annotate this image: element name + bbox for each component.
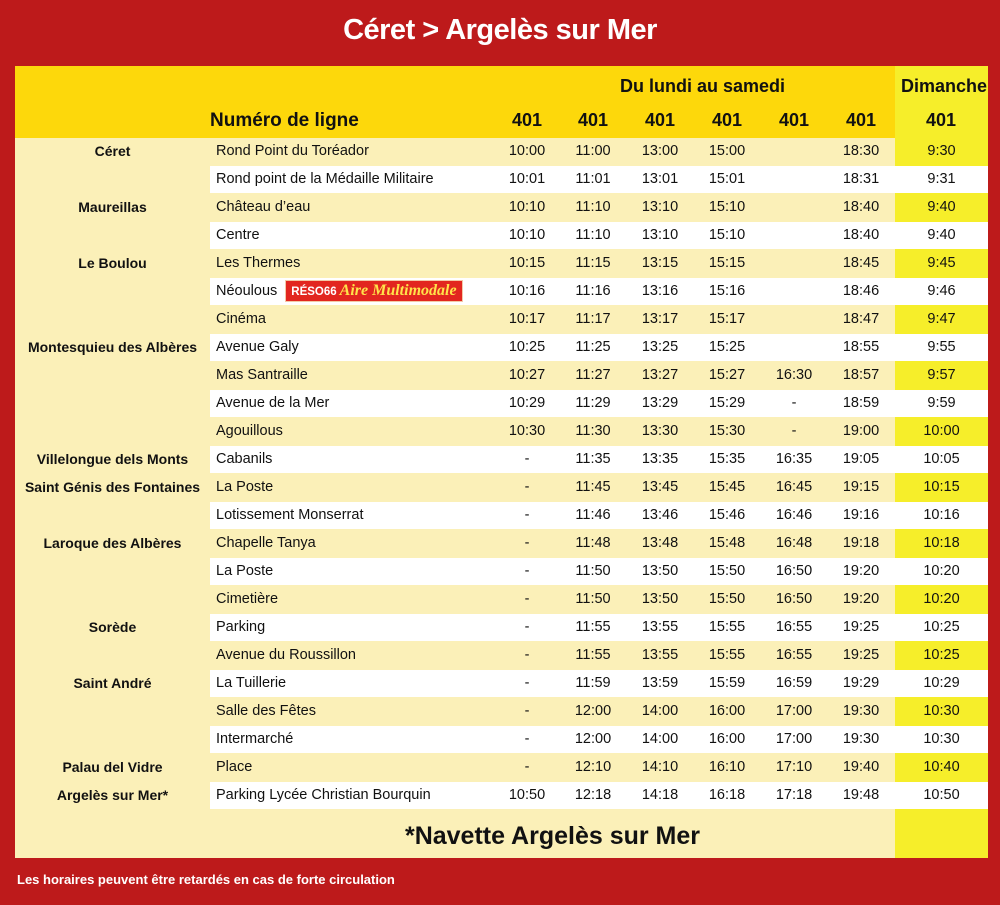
departure-time: 13:46 (641, 507, 679, 523)
stop-name: Mas Santraille (216, 367, 308, 383)
departure-time: 19:05 (842, 451, 880, 467)
sunday-time: 10:20 (895, 586, 988, 613)
town-name: Maureillas (78, 199, 147, 215)
departure-time: 11:00 (575, 143, 611, 159)
departure-time: 13:01 (641, 171, 679, 187)
sunday-time: 9:31 (927, 171, 956, 187)
navette-note: *Navette Argelès sur Mer (404, 822, 701, 850)
stop-name: Néoulous (216, 283, 278, 299)
departure-time: 10:30 (508, 423, 546, 439)
departure-time: 15:10 (708, 227, 746, 243)
departure-time (764, 278, 824, 305)
departure-time: 15:15 (708, 255, 746, 271)
departure-time: 11:35 (575, 451, 611, 467)
departure-time: 13:59 (641, 675, 679, 691)
departure-time: 15:10 (708, 199, 746, 215)
departure-time: 15:25 (708, 339, 746, 355)
departure-time: 16:48 (775, 535, 813, 551)
table-row (210, 138, 988, 165)
table-row (210, 782, 988, 809)
departure-time: 11:50 (575, 563, 611, 579)
departure-time: 14:10 (641, 759, 679, 775)
departure-time: 16:35 (775, 451, 813, 467)
departure-time: 11:10 (575, 227, 611, 243)
sunday-time: 9:30 (895, 138, 988, 165)
sunday-time: 9:57 (895, 362, 988, 389)
departure-time: 11:01 (575, 171, 611, 187)
departure-time: 15:30 (708, 423, 746, 439)
departure-time: 19:40 (842, 759, 880, 775)
sunday-time: 9:40 (895, 194, 988, 221)
departure-time: - (524, 479, 530, 495)
departure-time: 16:55 (775, 647, 813, 663)
table-row (210, 642, 988, 669)
departure-time: 16:50 (775, 591, 813, 607)
departure-time: 16:00 (708, 731, 746, 747)
sunday-time: 10:00 (895, 418, 988, 445)
table-row (210, 306, 988, 333)
departure-time: 18:45 (842, 255, 880, 271)
departure-time: 15:45 (708, 479, 746, 495)
departure-time: 11:46 (575, 507, 611, 523)
departure-time: 19:20 (842, 563, 880, 579)
line-number-label: Numéro de ligne (210, 110, 359, 131)
stop-cell (216, 306, 266, 333)
departure-time: 10:29 (508, 395, 546, 411)
stop-name: Agouillous (216, 423, 283, 439)
departure-time: 15:50 (708, 563, 746, 579)
departure-time: 17:00 (775, 703, 813, 719)
departure-time (764, 194, 824, 221)
departure-time: 15:29 (708, 395, 746, 411)
departure-time: 19:25 (842, 619, 880, 635)
departure-time: 13:50 (641, 563, 679, 579)
stop-name: Place (216, 759, 253, 775)
table-row (210, 418, 988, 445)
sunday-time: 9:40 (927, 227, 956, 243)
town-name: Saint Génis des Fontaines (24, 479, 201, 495)
table-row (210, 166, 988, 193)
departure-time (764, 166, 824, 193)
departure-time: 18:46 (842, 283, 880, 299)
departure-time: 15:59 (708, 675, 746, 691)
stop-name: Cimetière (216, 591, 279, 607)
departure-time: 16:59 (775, 675, 813, 691)
aire-multimodale-badge (285, 280, 462, 302)
departure-time: 11:30 (575, 423, 611, 439)
departure-time: 10:50 (508, 787, 546, 803)
departure-time: 14:00 (641, 731, 679, 747)
stop-name: Parking Lycée Christian Bourquin (216, 787, 431, 803)
line-number: 401 (778, 110, 810, 130)
stop-cell (216, 446, 272, 473)
departure-time: - (524, 703, 530, 719)
departure-time (764, 306, 824, 333)
stop-cell (216, 558, 273, 585)
departure-time: 13:10 (641, 199, 679, 215)
departure-time: 10:15 (508, 255, 546, 271)
departure-time: 17:10 (775, 759, 813, 775)
departure-time: 10:00 (508, 143, 546, 159)
sunday-label: Dimanche (901, 76, 988, 96)
departure-time: 15:50 (708, 591, 746, 607)
departure-time: 19:00 (842, 423, 880, 439)
stop-cell (216, 670, 286, 697)
departure-time: 18:40 (842, 199, 880, 215)
table-row (210, 586, 988, 613)
departure-time: 18:57 (842, 367, 880, 383)
town-name: Villelongue dels Monts (36, 451, 189, 467)
table-row (210, 390, 988, 417)
departure-time: 13:10 (641, 227, 679, 243)
departure-time: 19:15 (842, 479, 880, 495)
sunday-time: 10:18 (895, 530, 988, 557)
departure-time: 19:25 (842, 647, 880, 663)
departure-time: 14:00 (641, 703, 679, 719)
sunday-time: 10:40 (895, 754, 988, 781)
sunday-time: 9:47 (895, 306, 988, 333)
departure-time: 19:29 (842, 675, 880, 691)
departure-time: 15:01 (708, 171, 746, 187)
departure-time (764, 138, 824, 165)
stop-cell (216, 614, 265, 641)
table-row (210, 446, 988, 473)
departure-time: - (524, 675, 530, 691)
stop-cell (216, 390, 329, 417)
departure-time: 18:59 (842, 395, 880, 411)
departure-time: 15:00 (708, 143, 746, 159)
departure-time: 13:00 (641, 143, 679, 159)
stop-cell (216, 754, 252, 781)
departure-time: - (524, 619, 530, 635)
departure-time: 16:45 (775, 479, 813, 495)
departure-time: - (524, 759, 530, 775)
sunday-time: 10:05 (923, 451, 960, 467)
departure-time: 15:55 (708, 619, 746, 635)
departure-time: 19:48 (842, 787, 880, 803)
departure-time: 13:55 (641, 647, 679, 663)
stop-cell (216, 502, 363, 529)
departure-time: - (524, 507, 530, 523)
departure-time: 14:18 (641, 787, 679, 803)
stop-name: Intermarché (216, 731, 294, 747)
table-row (210, 362, 988, 389)
stop-name: Parking (216, 619, 266, 635)
departure-time: 10:01 (508, 171, 546, 187)
departure-time: 13:16 (641, 283, 679, 299)
sunday-time: 10:15 (895, 474, 988, 501)
stop-cell (216, 138, 369, 165)
departure-time: 15:35 (708, 451, 746, 467)
departure-time: 11:48 (575, 535, 611, 551)
table-row (210, 334, 988, 361)
stop-name: Rond point de la Médaille Militaire (216, 171, 434, 187)
departure-time: 18:55 (842, 339, 880, 355)
table-row (210, 222, 988, 249)
departure-time: - (524, 535, 530, 551)
stop-name: Les Thermes (216, 255, 301, 271)
town-name: Sorède (88, 619, 137, 635)
stop-cell (216, 698, 316, 725)
town-name: Argelès sur Mer* (56, 787, 169, 803)
departure-time: 19:30 (842, 731, 880, 747)
departure-time: - (524, 731, 530, 747)
departure-time: 15:46 (708, 507, 746, 523)
town-name: Palau del Vidre (62, 759, 163, 775)
table-row (210, 502, 988, 529)
stop-name: Salle des Fêtes (216, 703, 316, 719)
stop-cell (216, 222, 260, 249)
departure-time: 16:00 (708, 703, 746, 719)
stop-name: La Tuillerie (216, 675, 287, 691)
weekdays-label: Du lundi au samedi (620, 76, 786, 96)
delay-note: Les horaires peuvent être retardés en cas de forte circulation (17, 872, 395, 887)
departure-time: 16:46 (775, 507, 813, 523)
departure-time: 13:29 (641, 395, 679, 411)
town-name: Céret (94, 143, 131, 159)
stop-name: Lotissement Monserrat (216, 507, 364, 523)
badge-text: Aire Multimodale (339, 282, 457, 300)
stop-name: Avenue du Roussillon (216, 647, 356, 663)
departure-time: 17:18 (775, 787, 813, 803)
departure-time: 11:55 (575, 647, 611, 663)
departure-time: 12:00 (574, 731, 612, 747)
departure-time: 11:16 (575, 283, 611, 299)
table-row (210, 754, 988, 781)
departure-time: 15:55 (708, 647, 746, 663)
sunday-time: 10:50 (923, 787, 960, 803)
town-name: Laroque des Albères (43, 535, 182, 551)
sunday-line-number: 401 (925, 110, 957, 130)
departure-time: 11:45 (575, 479, 611, 495)
stop-cell (216, 530, 316, 557)
reso66-logo: RÉSO66 (291, 286, 337, 299)
stop-name: Château d’eau (216, 199, 311, 215)
departure-time: 10:10 (508, 199, 546, 215)
stop-cell (216, 726, 293, 753)
stop-cell (216, 418, 283, 445)
town-name: Saint André (73, 675, 152, 691)
stop-name: La Poste (216, 479, 274, 495)
departure-time: 11:25 (575, 339, 611, 355)
stop-name: Chapelle Tanya (216, 535, 316, 551)
departure-time: 19:30 (842, 703, 880, 719)
departure-time: 12:00 (574, 703, 612, 719)
stop-cell (216, 782, 431, 809)
departure-time: 15:17 (708, 311, 746, 327)
table-row (210, 614, 988, 641)
sunday-time: 10:29 (923, 675, 960, 691)
sunday-time: 9:59 (927, 395, 956, 411)
line-number: 401 (577, 110, 609, 130)
departure-time: 18:47 (842, 311, 880, 327)
stop-name: Rond Point du Toréador (216, 143, 369, 159)
departure-time: 11:27 (575, 367, 611, 383)
table-row (210, 698, 988, 725)
departure-time: 16:55 (775, 619, 813, 635)
departure-time: 12:10 (574, 759, 612, 775)
departure-time: 19:16 (842, 507, 880, 523)
sunday-time: 10:16 (923, 507, 960, 523)
departure-time: 10:27 (508, 367, 546, 383)
departure-time (764, 334, 824, 361)
departure-time: 17:00 (775, 731, 813, 747)
departure-time: 13:17 (641, 311, 679, 327)
departure-time (764, 250, 824, 277)
table-row (210, 278, 988, 305)
sunday-time: 10:25 (895, 642, 988, 669)
departure-time: 19:18 (842, 535, 880, 551)
departure-time: 18:30 (842, 143, 880, 159)
departure-time: 18:31 (842, 171, 880, 187)
sunday-time: 10:20 (923, 563, 960, 579)
table-row (210, 726, 988, 753)
table-row (210, 250, 988, 277)
departure-time: 11:59 (575, 675, 611, 691)
departure-time: 13:35 (641, 451, 679, 467)
table-row (210, 474, 988, 501)
sunday-time: 9:46 (927, 283, 956, 299)
departure-time: 11:55 (575, 619, 611, 635)
stop-name: Cabanils (216, 451, 273, 467)
departure-time: 15:27 (708, 367, 746, 383)
departure-time: 11:50 (575, 591, 611, 607)
departure-time: 12:18 (574, 787, 612, 803)
departure-time: 19:20 (842, 591, 880, 607)
stop-name: Centre (216, 227, 260, 243)
table-row (210, 530, 988, 557)
departure-time: 15:16 (708, 283, 746, 299)
line-number: 401 (711, 110, 743, 130)
departure-time: 10:17 (508, 311, 546, 327)
departure-time: 10:16 (508, 283, 546, 299)
departure-time: 11:10 (575, 199, 611, 215)
sunday-time: 10:30 (895, 698, 988, 725)
stop-cell (216, 586, 278, 613)
departure-time: - (791, 423, 797, 439)
stop-name: Avenue Galy (216, 339, 299, 355)
departure-time: 18:40 (842, 227, 880, 243)
departure-time: 10:10 (508, 227, 546, 243)
sunday-time: 10:30 (923, 731, 960, 747)
departure-time (764, 222, 824, 249)
departure-time: - (524, 563, 530, 579)
stop-cell (216, 362, 308, 389)
stop-cell (216, 278, 463, 305)
departure-time: 13:15 (641, 255, 679, 271)
page-title: Céret > Argelès sur Mer (343, 14, 657, 46)
departure-time: 13:25 (641, 339, 679, 355)
stop-cell (216, 642, 356, 669)
departure-time: 13:50 (641, 591, 679, 607)
departure-time: 13:55 (641, 619, 679, 635)
stop-cell (216, 474, 273, 501)
stop-cell (216, 250, 300, 277)
departure-time: 13:30 (641, 423, 679, 439)
town-name: Le Boulou (78, 255, 147, 271)
departure-time: - (524, 451, 530, 467)
departure-time: 13:45 (641, 479, 679, 495)
sunday-time: 10:25 (923, 619, 960, 635)
departure-time: - (791, 395, 797, 411)
departure-time: 11:17 (575, 311, 611, 327)
departure-time: 16:50 (775, 563, 813, 579)
line-number: 401 (644, 110, 676, 130)
sunday-time: 9:45 (895, 250, 988, 277)
departure-time: 16:18 (708, 787, 746, 803)
sunday-time: 9:55 (927, 339, 956, 355)
stop-name: La Poste (216, 563, 274, 579)
line-number: 401 (511, 110, 543, 130)
departure-time: 10:25 (508, 339, 546, 355)
stop-cell (216, 334, 299, 361)
departure-time: 11:15 (575, 255, 611, 271)
line-number: 401 (845, 110, 877, 130)
departure-time: 13:48 (641, 535, 679, 551)
departure-time: 15:48 (708, 535, 746, 551)
departure-time: 11:29 (575, 395, 611, 411)
stop-name: Cinéma (216, 311, 266, 327)
departure-time: 16:30 (775, 367, 813, 383)
table-row (210, 194, 988, 221)
table-row (210, 670, 988, 697)
departure-time: 13:27 (641, 367, 679, 383)
departure-time: 16:10 (708, 759, 746, 775)
stop-cell (216, 166, 434, 193)
table-row (210, 558, 988, 585)
town-name: Montesquieu des Albères (27, 339, 198, 355)
departure-time: - (524, 591, 530, 607)
stop-name: Avenue de la Mer (216, 395, 330, 411)
departure-time: - (524, 647, 530, 663)
stop-cell (216, 194, 310, 221)
